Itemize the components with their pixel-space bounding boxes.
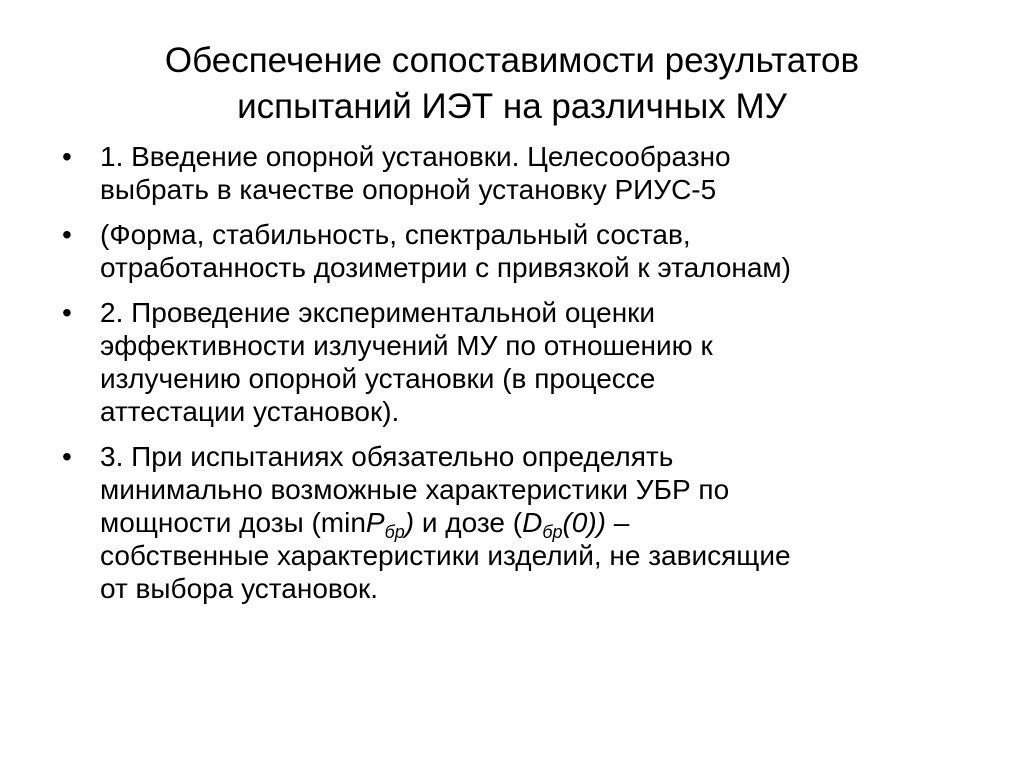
bullet-text-line: 1. Введение опорной установки. Целесообразно [100,141,731,172]
bullet-text-line: отработанность дозиметрии с привязкой к эталонам) [100,252,792,283]
dose-argument: (0)) [562,507,606,538]
bullet-item-2 [60,218,960,284]
dose-subscript: бр [542,522,563,542]
bullet-text-line: собственные характеристики изделий, не зависящие [100,540,791,571]
title-line-1: Обеспечение сопоставимости результатов [164,41,860,80]
bullet-text-line: от выбора установок. [100,573,379,604]
formula-middle: и дозе ( [414,507,523,538]
bullet-marker: • [62,441,72,472]
formula-suffix: – [606,507,630,538]
power-subscript: бр [384,522,405,542]
title-line-2: испытаний ИЭТ на различных МУ [237,87,787,126]
bullet-item-4 [60,440,960,605]
bullet-marker: • [62,141,72,172]
bullet-list [60,140,960,617]
bullet-text-line: выбрать в качестве опорной установку РИУС-5 [100,174,717,205]
bullet-marker: • [62,219,72,250]
bullet-text-line: (Форма, стабильность, спектральный состав, [100,219,691,250]
power-symbol: P [365,507,385,538]
power-close-paren: ) [404,507,415,538]
formula-line [100,506,960,542]
bullet-item-3 [60,296,960,428]
bullet-text-line: аттестации установок). [100,396,400,427]
bullet-marker: • [62,297,72,328]
bullet-text-line: 3. При испытаниях обязательно определять [100,441,674,472]
slide-title [60,38,964,130]
dose-symbol: D [522,507,543,538]
bullet-text-line: 2. Проведение экспериментальной оценки [100,297,656,328]
bullet-item-1 [60,140,960,206]
bullet-text-line: минимально возможные характеристики УБР по [100,474,730,505]
bullet-text-line: эффективности излучений МУ по отношению к [100,330,713,361]
formula-prefix: мощности дозы (min [100,507,366,538]
bullet-text-line: излучению опорной установки (в процессе [100,363,656,394]
